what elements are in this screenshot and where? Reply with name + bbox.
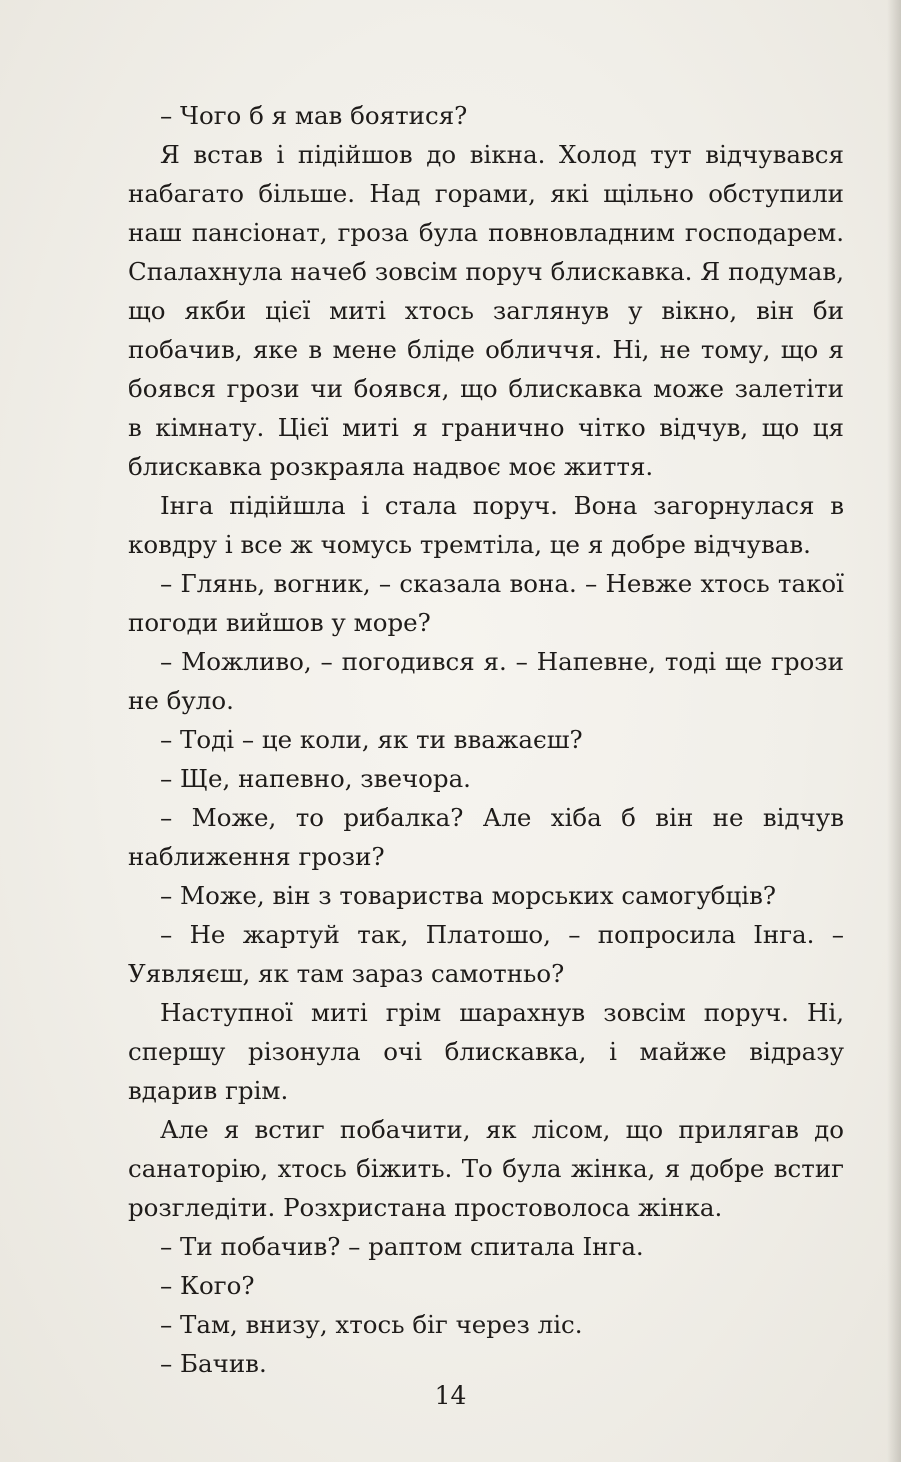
paragraph: Але я встиг побачити, як лісом, що прилягав до санаторію, хтось біжить. То була жінка, я добре встиг розгледіти. Розхристана простоволоса жінка. (128, 1115, 844, 1222)
paragraph: – Там, внизу, хтось біг через ліс. (160, 1310, 583, 1339)
page-edge-shadow (887, 0, 901, 1462)
paragraph: – Ти побачив? – раптом спитала Інга. (160, 1232, 644, 1261)
paragraph: – Ще, напевно, звечора. (160, 764, 471, 793)
paragraph: – Може, то рибалка? Але хіба б він не відчув наближення грози? (128, 803, 844, 871)
paragraph: – Не жартуй так, Платошо, – попросила Інга. – Уявляєш, як там зараз самотньо? (128, 920, 844, 988)
paragraph: – Глянь, вогник, – сказала вона. – Невже хтось такої погоди вийшов у море? (128, 569, 844, 637)
paragraph: – Бачив. (160, 1349, 267, 1378)
paragraph: Інга підійшла і стала поруч. Вона загорнулася в ковдру і все ж чомусь тремтіла, це я добре відчував. (128, 491, 844, 559)
paragraph: – Кого? (160, 1271, 255, 1300)
paragraph: – Можливо, – погодився я. – Напевне, тоді ще грози не було. (128, 647, 844, 715)
paragraph: Я встав і підійшов до вікна. Холод тут відчувався набагато більше. Над горами, які щільно обступили наш пансіонат, гроза була повновладним господарем. Спалахнула начеб зовсім поруч блискавка. Я подумав, що якби цієї миті хтось заглянув у вікно, він би побачив, яке в мене бліде обличчя. Ні, не тому, що я боявся грози чи боявся, що блискавка може залетіти в кімнату. Цієї миті я гранично чітко відчув, що ця блискавка розкраяла надвоє моє життя. (128, 140, 844, 481)
paragraph: Наступної миті грім шарахнув зовсім поруч. Ні, спершу різонула очі блискавка, і майже відразу вдарив грім. (128, 998, 844, 1105)
paragraph: – Може, він з товариства морських самогубців? (160, 881, 777, 910)
body-text (128, 96, 844, 1383)
paragraph: – Тоді – це коли, як ти вважаєш? (160, 725, 583, 754)
page-number: 14 (434, 1381, 467, 1410)
paragraph: – Чого б я мав боятися? (160, 101, 468, 130)
